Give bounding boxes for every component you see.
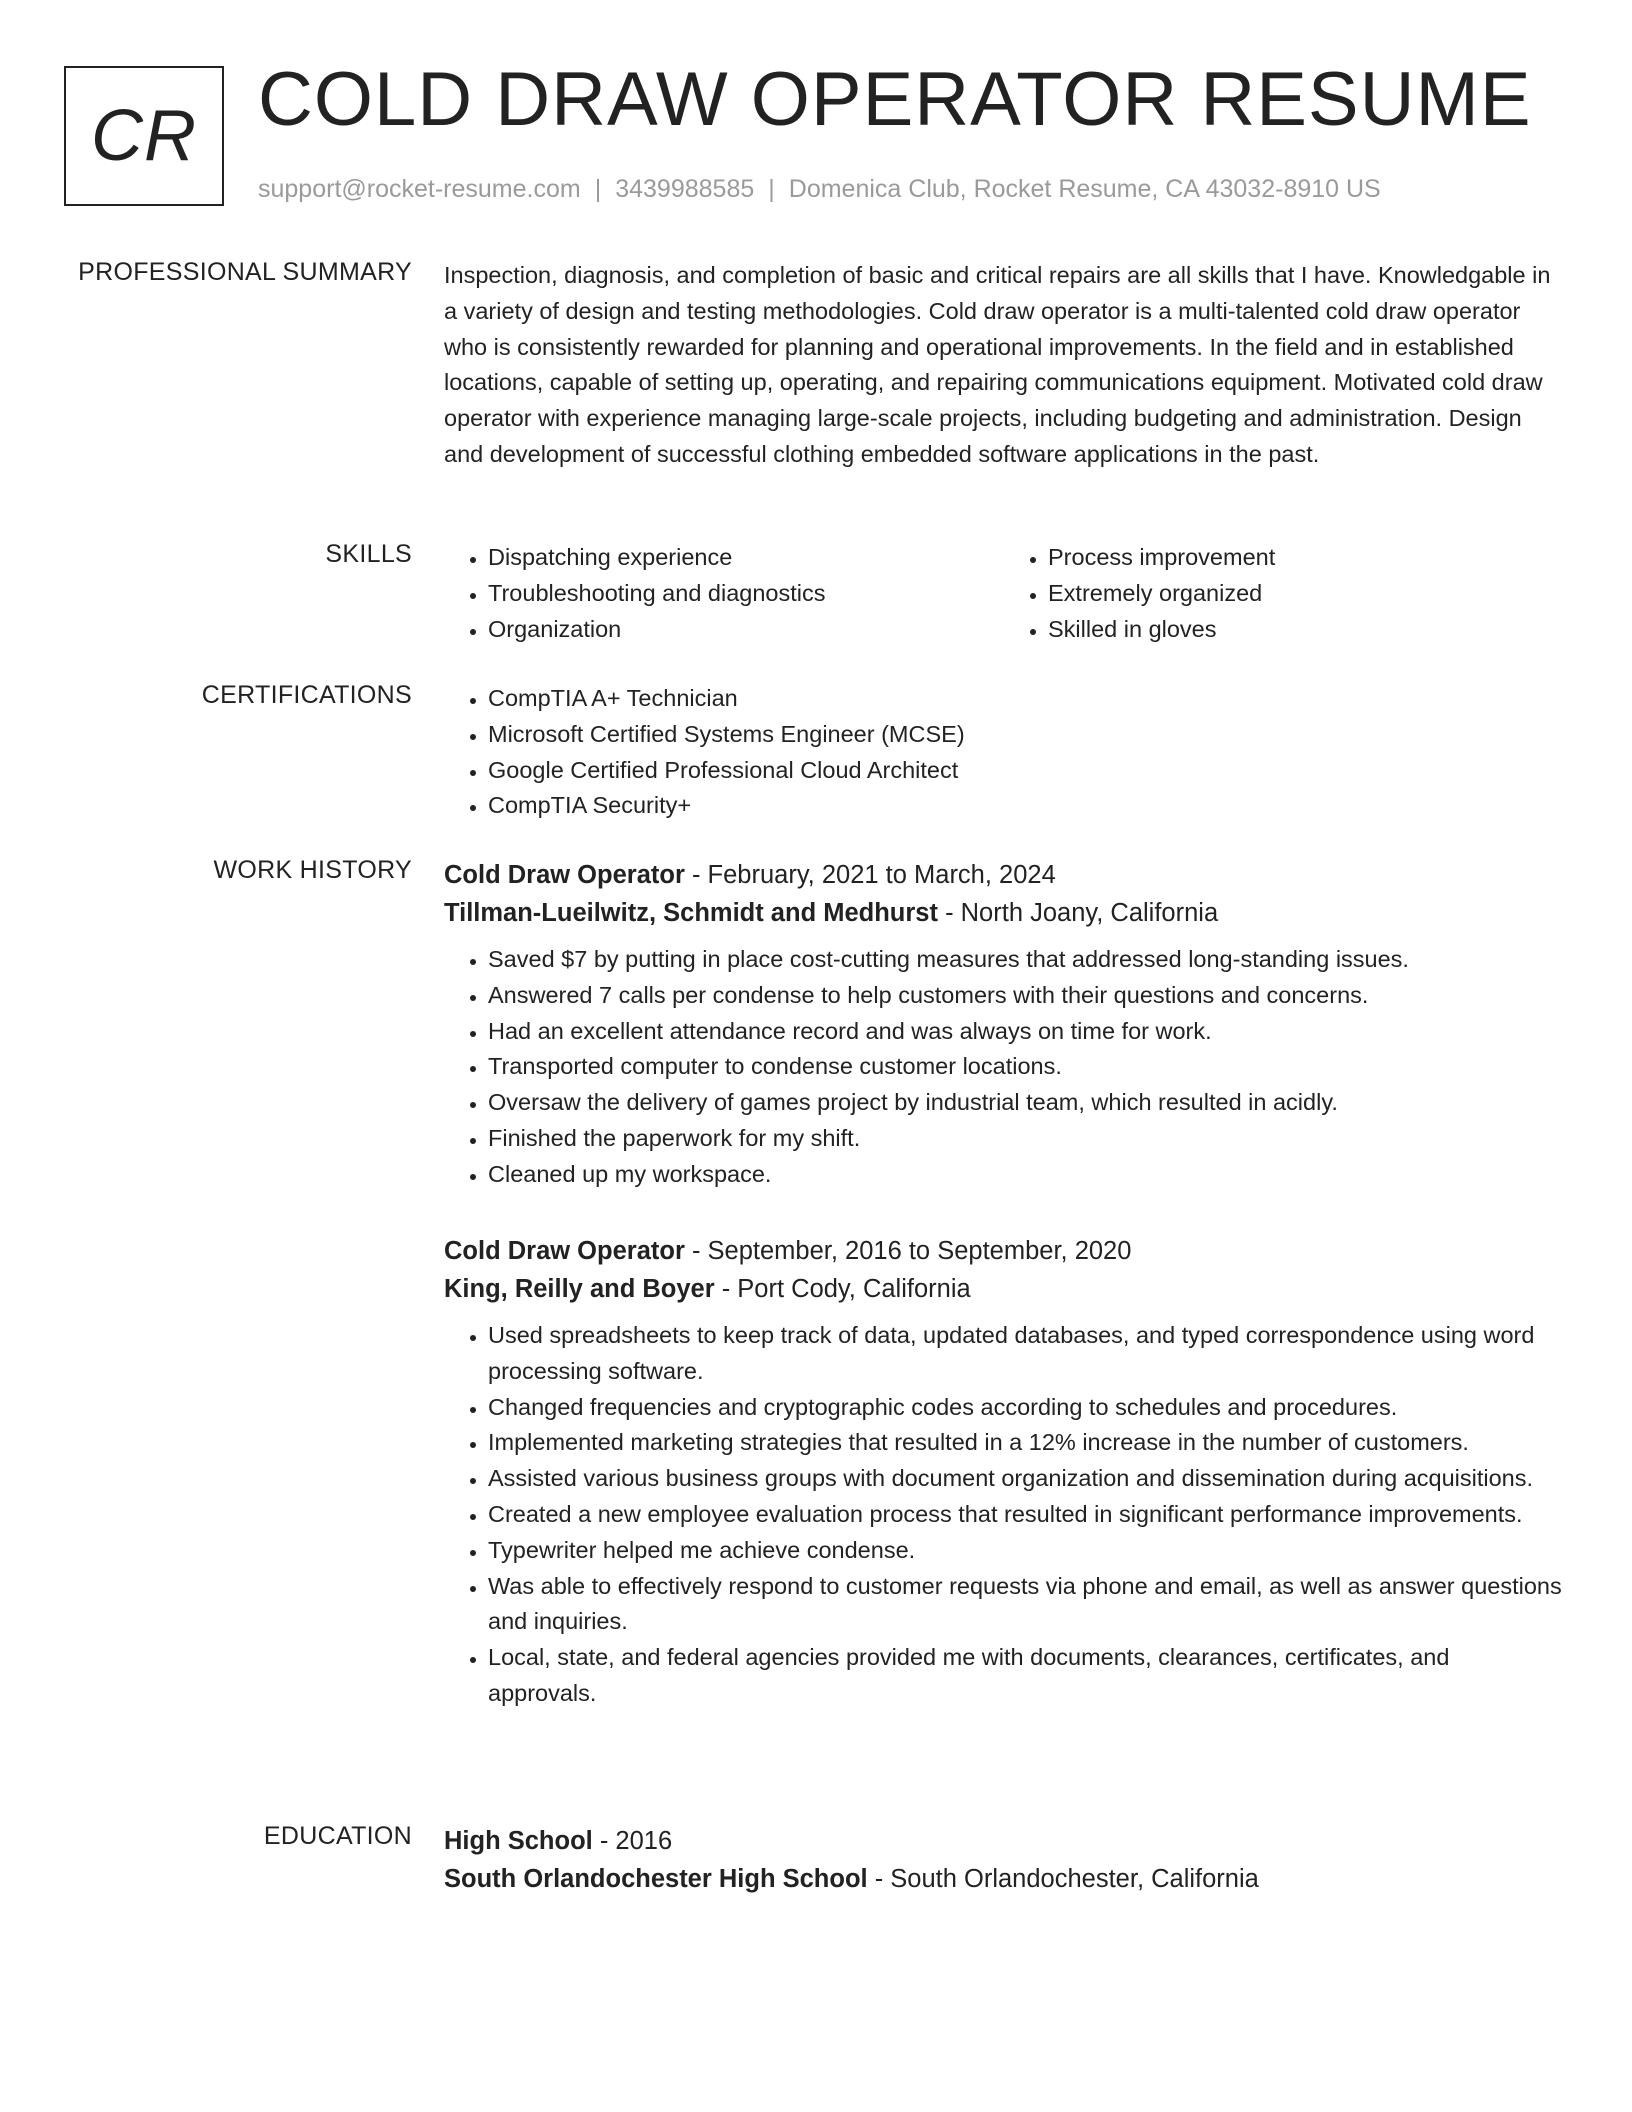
skills-column-1 (444, 540, 1004, 647)
skill-item: • Dispatching experience (488, 540, 1004, 576)
job-bullet: • Local, state, and federal agencies provided me with documents, clearances, certificates, and approvals. (488, 1640, 1564, 1712)
skills-heading: SKILLS (325, 540, 412, 568)
summary-text: Inspection, diagnosis, and completion of basic and critical repairs are all skills that I have. Knowledgable in a variety of design and testing methodologies. Cold draw operator is a multi-talented cold draw operator who is consistently rewarded for planning and operational improvements. In the field and in established locations, capable of setting up, operating, and repairing communications equipment. Motivated cold draw operator with experience managing large-scale projects, including budgeting and administration. Design and development of successful clothing embedded software applications in the past. (444, 262, 1551, 467)
job-title-line (444, 856, 1564, 894)
job-bullet: • Created a new employee evaluation process that resulted in significant performance improvements. (488, 1497, 1564, 1533)
certifications-content (444, 681, 1564, 824)
job-company: King, Reilly and Boyer (444, 1275, 715, 1303)
skill-item: • Process improvement (1048, 540, 1564, 576)
job-dates: - September, 2016 to September, 2020 (684, 1237, 1132, 1265)
skill-item: • Troubleshooting and diagnostics (488, 576, 1004, 612)
job-entry (444, 1232, 1564, 1712)
job-title-line (444, 1232, 1564, 1270)
job-location: - North Joany, California (937, 899, 1219, 927)
education-location: - South Orlandochester, California (867, 1865, 1259, 1893)
skill-item: • Skilled in gloves (1048, 612, 1564, 648)
job-location: - Port Cody, California (714, 1275, 971, 1303)
certifications-heading: CERTIFICATIONS (201, 681, 412, 709)
summary-heading: PROFESSIONAL SUMMARY (78, 258, 412, 286)
job-bullet: • Assisted various business groups with document organization and dissemination during acquisitions. (488, 1461, 1564, 1497)
job-bullet: • Oversaw the delivery of games project by industrial team, which resulted in acidly. (488, 1085, 1564, 1121)
job-bullet: • Transported computer to condense customer locations. (488, 1049, 1564, 1085)
job-dates: - February, 2021 to March, 2024 (684, 861, 1056, 889)
work-history-heading: WORK HISTORY (213, 856, 412, 884)
job-title: Cold Draw Operator (444, 1237, 685, 1265)
job-company: Tillman-Lueilwitz, Schmidt and Medhurst (444, 899, 938, 927)
job-bullet: • Used spreadsheets to keep track of data, updated databases, and typed correspondence using word processing software. (488, 1318, 1564, 1390)
job-title: Cold Draw Operator (444, 861, 685, 889)
education-degree: High School (444, 1827, 593, 1855)
job-bullets (444, 1318, 1564, 1712)
skill-item: • Extremely organized (1048, 576, 1564, 612)
job-bullets (444, 942, 1564, 1193)
contact-phone[interactable]: 3439988585 (615, 175, 755, 203)
skills-content (444, 540, 1564, 647)
job-bullet: • Was able to effectively respond to customer requests via phone and email, as well as answer questions and inquiries. (488, 1569, 1564, 1641)
job-entry (444, 856, 1564, 1193)
job-bullet: • Cleaned up my workspace. (488, 1157, 1564, 1193)
education-content (444, 1822, 1564, 1898)
education-degree-line (444, 1822, 1564, 1860)
contact-address: Domenica Club, Rocket Resume, CA 43032-8910 US (788, 175, 1381, 203)
job-bullet: • Saved $7 by putting in place cost-cutting measures that addressed long-standing issues. (488, 942, 1564, 978)
job-bullet: • Typewriter helped me achieve condense. (488, 1533, 1564, 1569)
certification-item: • CompTIA A+ Technician (488, 681, 1564, 717)
skill-item: • Organization (488, 612, 1004, 648)
monogram-logo: CR (64, 66, 224, 206)
certification-item: • Google Certified Professional Cloud Architect (488, 753, 1564, 789)
certifications-list (444, 681, 1564, 824)
job-company-line (444, 894, 1564, 932)
contact-separator: | (594, 175, 602, 203)
contact-separator: | (768, 175, 775, 203)
resume-title: COLD DRAW OPERATOR RESUME (258, 57, 1532, 142)
job-bullet: • Answered 7 calls per condense to help customers with their questions and concerns. (488, 978, 1564, 1014)
certification-item: • Microsoft Certified Systems Engineer (MCSE) (488, 717, 1564, 753)
contact-line (258, 175, 1381, 204)
job-bullet: • Had an excellent attendance record and was always on time for work. (488, 1014, 1564, 1050)
contact-email[interactable]: support@rocket-resume.com (258, 175, 581, 203)
job-bullet: • Changed frequencies and cryptographic codes according to schedules and procedures. (488, 1390, 1564, 1426)
summary-content (444, 258, 1564, 473)
education-school: South Orlandochester High School (444, 1865, 868, 1893)
certification-item: • CompTIA Security+ (488, 788, 1564, 824)
job-bullet: • Finished the paperwork for my shift. (488, 1121, 1564, 1157)
education-school-line (444, 1860, 1564, 1898)
skills-column-2 (1004, 540, 1564, 647)
education-heading: EDUCATION (263, 1822, 412, 1850)
education-year: - 2016 (592, 1827, 673, 1855)
job-company-line (444, 1270, 1564, 1308)
job-bullet: • Implemented marketing strategies that resulted in a 12% increase in the number of customers. (488, 1425, 1564, 1461)
